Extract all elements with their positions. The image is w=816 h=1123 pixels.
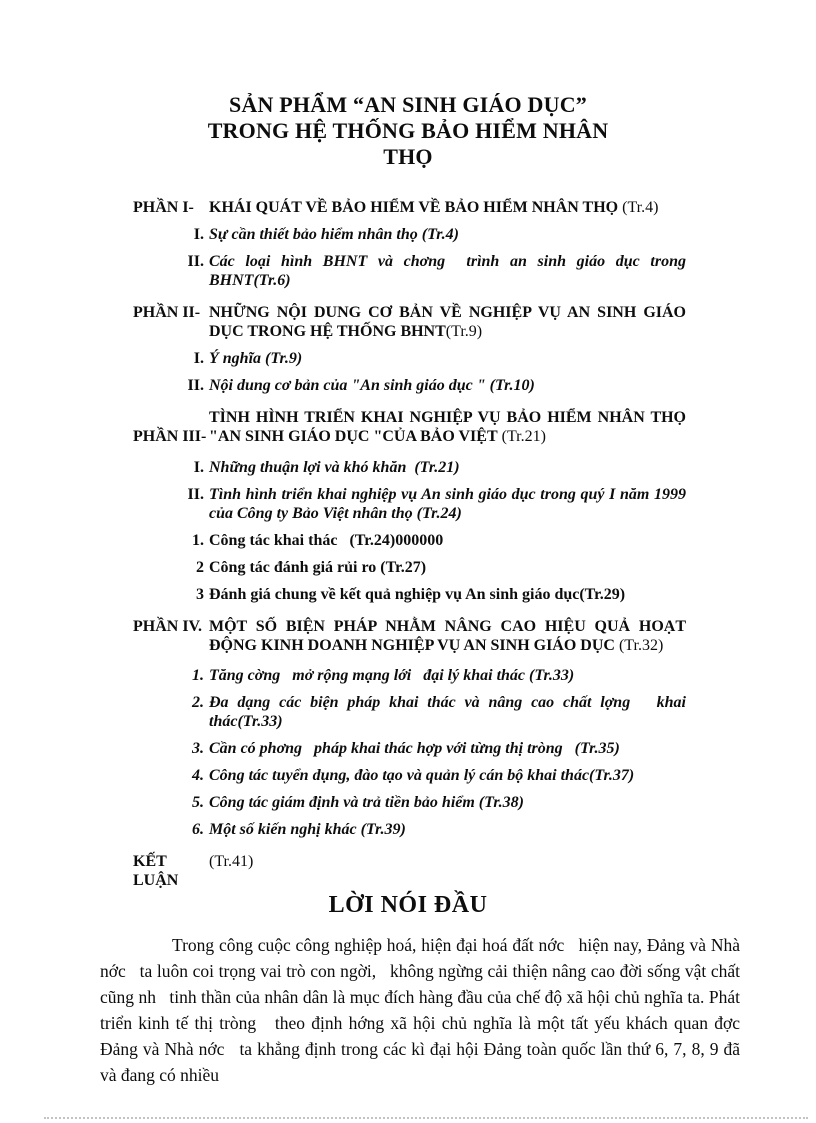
page-reference: (Tr.21) [497, 428, 546, 445]
toc-item [133, 531, 686, 550]
toc-section-label: PHẦN II- [133, 304, 201, 321]
toc-item-marker: II. [187, 486, 204, 503]
toc-item-text: Đánh giá chung về kết quả nghiệp vụ An sinh giáo dục(Tr.29) [209, 586, 626, 603]
toc-heading-text: KHÁI QUÁT VỀ BẢO HIỂM VỀ BẢO HIỂM NHÂN THỌ [209, 199, 619, 216]
toc-heading-text: NHỮNG NỘI DUNG CƠ BẢN VỀ NGHIỆP VỤ AN SINH GIÁO DỤC TRONG HỆ THỐNG BHNT [209, 304, 690, 340]
toc-item [133, 693, 690, 731]
toc-item-marker: 1. [192, 667, 204, 684]
toc-item-marker: 3. [192, 740, 204, 757]
toc-section-3 [133, 408, 690, 446]
toc-item [133, 793, 686, 812]
toc-item-text: Công tác giám định và trả tiền bảo hiểm (Tr.38) [209, 794, 524, 811]
toc-item-marker: I. [193, 226, 204, 243]
toc-item-text: Cần có phơng pháp khai thác hợp với từng thị tròng (Tr.35) [209, 740, 620, 757]
toc-item [133, 585, 686, 604]
document-title [0, 92, 816, 170]
toc-item-text: Những thuận lợi và khó khăn (Tr.21) [209, 459, 460, 476]
toc-item-text: Công tác tuyển dụng, đào tạo và quản lý cán bộ khai thác(Tr.37) [209, 767, 635, 784]
toc-item [133, 739, 686, 758]
toc-section-2 [133, 303, 690, 341]
toc-section-1 [133, 198, 686, 217]
toc-section-label: PHẦN I- [133, 199, 194, 216]
toc-section-label: PHẦN III- [133, 428, 207, 445]
toc-section-4 [133, 617, 690, 655]
toc-item [133, 252, 690, 290]
toc-item-marker: 5. [192, 794, 204, 811]
toc-section-label: KẾT LUẬN [133, 853, 179, 889]
toc-item-text: Sự cần thiết bảo hiểm nhân thọ (Tr.4) [209, 226, 459, 243]
document-title-line: THỌ [383, 144, 433, 169]
toc-section-heading [209, 303, 690, 341]
document-title-line: SẢN PHẨM “AN SINH GIÁO DỤC” [228, 92, 588, 117]
toc-section-heading [209, 852, 686, 890]
toc-section-label: PHẦN IV. [133, 618, 203, 635]
toc-item-text: Nội dung cơ bản của "An sinh giáo dục " (Tr.10) [209, 377, 535, 394]
toc-heading-text: MỘT SỐ BIỆN PHÁP NHẰM NÂNG CAO HIỆU QUẢ HOẠT ĐỘNG KINH DOANH NGHIỆP VỤ AN SINH GIÁO DỤC [209, 618, 690, 654]
toc-item-text: Tình hình triển khai nghiệp vụ An sinh giáo dục trong quý I năm 1999 của Công ty Bảo Việt nhân thọ (Tr.24) [209, 486, 690, 522]
toc-item-text: Công tác đánh giá rủi ro (Tr.27) [209, 559, 427, 576]
toc-item [133, 558, 686, 577]
toc-section-conclusion [133, 852, 686, 890]
toc-item-marker: 2 [196, 559, 204, 576]
toc-item-marker: II. [187, 377, 204, 394]
page-reference: (Tr.32) [614, 637, 664, 654]
toc-section-heading [209, 617, 690, 655]
toc-item-marker: 4. [192, 767, 204, 784]
toc-item-marker: 3 [196, 586, 204, 603]
toc-item-marker: 2. [192, 694, 204, 711]
toc-item-marker: 6. [192, 821, 204, 838]
toc-item-text: Ý nghĩa (Tr.9) [209, 350, 303, 367]
toc-item-marker: I. [193, 350, 204, 367]
toc-item-text: Đa dạng các biện pháp khai thác và nâng cao chất lợng khai thác(Tr.33) [209, 694, 690, 730]
toc-item-text: Tăng cờng mở rộng mạng lới đại lý khai thác (Tr.33) [209, 667, 575, 684]
toc-item [133, 666, 686, 685]
toc-item-marker: I. [193, 459, 204, 476]
document-title-line: TRONG HỆ THỐNG BẢO HIỂM NHÂN [207, 118, 609, 143]
foreword-paragraph: Trong công cuộc công nghiệp hoá, hiện đại hoá đất nớc hiện nay, Đảng và Nhà nớc ta luôn coi trọng vai trò con ngời, không ngừng cải thiện nâng cao đời sống vật chất cũng nh tinh thần của nhân dân là mục đích hàng đầu của chế độ xã hội chủ nghĩa ta. Phát triển kinh tế thị tròng theo định hớng xã hội chủ nghĩa là một tất yếu khách quan đợc Đảng và Nhà nớc ta khẳng định trong các kì đại hội Đảng toàn quốc lần thứ 6, 7, 8, 9 đã và đang có nhiều [100, 935, 754, 1085]
toc-heading-text: TÌNH HÌNH TRIỂN KHAI NGHIỆP VỤ BẢO HIỂM NHÂN THỌ "AN SINH GIÁO DỤC "CỦA BẢO VIỆT [209, 409, 690, 445]
toc-item-text: Công tác khai thác (Tr.24)000000 [209, 532, 444, 549]
toc-section-heading [209, 408, 690, 446]
toc-item-marker: 1. [192, 532, 204, 549]
toc-item [133, 766, 686, 785]
toc-item-marker: II. [187, 253, 204, 270]
page-reference: (Tr.41) [209, 853, 254, 870]
toc-item-text: Một số kiến nghị khác (Tr.39) [209, 821, 406, 838]
toc-item [133, 349, 686, 368]
toc-item [133, 225, 686, 244]
page-reference: (Tr.4) [618, 199, 659, 216]
toc-item-text: Các loại hình BHNT và chơng trình an sinh giáo dục trong BHNT(Tr.6) [209, 253, 690, 289]
toc-item [133, 376, 686, 395]
toc-item [133, 485, 690, 523]
foreword-title: LỜI NÓI ĐẦU [328, 892, 488, 918]
footer-dotted-rule [44, 1117, 808, 1119]
toc-item [133, 458, 686, 477]
toc-section-heading [209, 198, 686, 217]
page-reference: (Tr.9) [445, 323, 483, 340]
toc-item [133, 820, 686, 839]
table-of-contents [133, 198, 690, 890]
